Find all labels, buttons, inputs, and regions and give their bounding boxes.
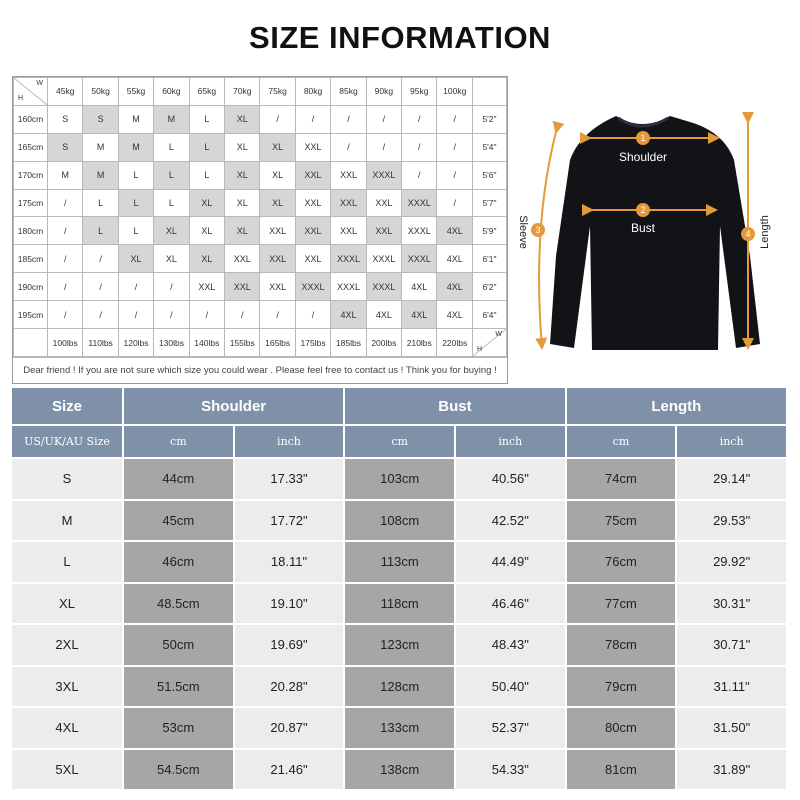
bust-inch-cell: 52.37" [456,708,565,748]
subheader-length-cm: cm [567,426,676,457]
bust-inch-cell: 40.56" [456,459,565,499]
size-recommendation-cell: XL [260,133,295,161]
size-recommendation-cell: / [83,301,118,329]
shoulder-inch-cell: 17.33" [235,459,344,499]
chart-note: Dear friend ! If you are not sure which size you could wear . Please feel free to contact us ! Think you for buying ! [13,357,507,383]
size-label-cell: M [12,501,122,541]
length-label: Length [759,215,771,249]
size-row [12,584,786,624]
bust-label: Bust [630,221,656,235]
length-cm-cell: 78cm [567,625,676,665]
weight-kg-header: 60kg [154,78,189,106]
size-recommendation-cell: / [437,133,473,161]
size-recommendation-cell: XL [118,245,153,273]
size-recommendation-cell: XXL [295,189,330,217]
bust-cm-cell: 128cm [345,667,454,707]
size-recommendation-cell: 4XL [437,217,473,245]
header-bust: Bust [345,388,564,424]
length-inch-cell: 29.53" [677,501,786,541]
weight-lbs-header: 175lbs [295,329,330,357]
subheader-length-inch: inch [677,426,786,457]
chart-height-row [14,245,507,273]
header-shoulder: Shoulder [124,388,343,424]
shoulder-inch-cell: 19.69" [235,625,344,665]
chart-height-row [14,105,507,133]
weight-lbs-header: 210lbs [402,329,437,357]
height-ft-label: 5'9" [473,217,507,245]
size-recommendation-cell: XL [260,161,295,189]
header-size: Size [12,388,122,424]
size-recommendation-cell: / [154,273,189,301]
shirt-diagram [512,76,788,384]
height-cm-label: 175cm [14,189,48,217]
size-recommendation-cell: / [437,105,473,133]
size-recommendation-cell: M [83,161,118,189]
size-recommendation-cell: 4XL [437,245,473,273]
size-recommendation-cell: XXXL [402,189,437,217]
size-recommendation-cell: / [366,105,401,133]
size-recommendation-cell: / [295,301,330,329]
shoulder-inch-cell: 20.28" [235,667,344,707]
size-recommendation-cell: / [366,133,401,161]
size-row [12,625,786,665]
weight-lbs-header: 100lbs [48,329,83,357]
subheader-bust-cm: cm [345,426,454,457]
chart-height-row [14,301,507,329]
chart-height-row [14,133,507,161]
size-recommendation-cell: M [83,133,118,161]
size-recommendation-cell: 4XL [437,301,473,329]
weight-kg-header: 65kg [189,78,224,106]
size-label-cell: L [12,542,122,582]
chart-corner-2 [473,329,507,357]
size-recommendation-cell: L [118,189,153,217]
size-recommendation-cell: / [402,161,437,189]
weight-kg-header: 55kg [118,78,153,106]
size-label-cell: S [12,459,122,499]
size-recommendation-cell: XXXL [331,245,366,273]
shoulder-cm-cell: 45cm [124,501,233,541]
shirt-diagram-svg [512,76,788,384]
size-recommendation-cell: / [437,189,473,217]
size-recommendation-cell: S [48,133,83,161]
size-recommendation-cell: / [48,189,83,217]
length-inch-cell: 29.92" [677,542,786,582]
bust-inch-cell: 46.46" [456,584,565,624]
size-recommendation-cell: / [83,273,118,301]
height-ft-label: 6'1" [473,245,507,273]
size-recommendation-cell: / [295,105,330,133]
sleeve-number: 3 [535,225,541,235]
size-recommendation-cell: L [118,161,153,189]
weight-kg-header: 70kg [225,78,260,106]
length-cm-cell: 80cm [567,708,676,748]
length-cm-cell: 79cm [567,667,676,707]
length-cm-cell: 75cm [567,501,676,541]
size-recommendation-cell: L [154,133,189,161]
size-recommendation-cell: L [118,217,153,245]
size-recommendation-cell: XL [189,189,224,217]
subheader-shoulder-cm: cm [124,426,233,457]
bust-inch-cell: 50.40" [456,667,565,707]
height-cm-label: 195cm [14,301,48,329]
lbs-blank-cell [14,329,48,357]
corner2-height-label: H [477,346,483,353]
weight-kg-header: 80kg [295,78,330,106]
height-cm-label: 165cm [14,133,48,161]
shoulder-inch-cell: 20.87" [235,708,344,748]
height-ft-label: 5'2" [473,105,507,133]
shoulder-inch-cell: 19.10" [235,584,344,624]
weight-kg-header: 85kg [331,78,366,106]
shoulder-cm-cell: 53cm [124,708,233,748]
height-cm-label: 170cm [14,161,48,189]
size-recommendation-cell: XL [154,245,189,273]
size-recommendation-cell: XXL [331,217,366,245]
size-recommendation-cell: XXXL [366,273,401,301]
length-cm-cell: 77cm [567,584,676,624]
weight-kg-header: 100kg [437,78,473,106]
size-label-cell: 5XL [12,750,122,790]
size-row [12,459,786,499]
size-recommendation-cell: M [154,105,189,133]
size-recommendation-cell: / [331,133,366,161]
size-recommendation-cell: 4XL [331,301,366,329]
shoulder-cm-cell: 48.5cm [124,584,233,624]
page-title: SIZE INFORMATION [249,20,551,55]
size-recommendation-cell: M [118,105,153,133]
shoulder-cm-cell: 54.5cm [124,750,233,790]
size-recommendation-cell: / [48,217,83,245]
size-recommendation-cell: XXXL [402,245,437,273]
weight-lbs-header: 185lbs [331,329,366,357]
size-recommendation-cell: 4XL [366,301,401,329]
corner2-weight-label: W [495,331,502,339]
size-recommendation-cell: / [118,301,153,329]
size-recommendation-cell: / [437,161,473,189]
corner-weight-label: W [36,80,43,87]
size-recommendation-cell: XL [225,217,260,245]
chart-corner [14,78,48,106]
size-recommendation-cell: S [83,105,118,133]
height-ft-label: 5'4" [473,133,507,161]
weight-lbs-header: 120lbs [118,329,153,357]
bust-cm-cell: 108cm [345,501,454,541]
length-inch-cell: 31.11" [677,667,786,707]
height-ft-label: 6'2" [473,273,507,301]
bust-inch-cell: 54.33" [456,750,565,790]
bust-cm-cell: 113cm [345,542,454,582]
size-recommendation-cell: XXL [260,273,295,301]
height-cm-label: 160cm [14,105,48,133]
size-recommendation-cell: S [48,105,83,133]
shoulder-inch-cell: 21.46" [235,750,344,790]
height-ft-label: 5'6" [473,161,507,189]
shoulder-inch-cell: 18.11" [235,542,344,582]
size-recommendation-cell: 4XL [402,273,437,301]
weight-kg-header: 50kg [83,78,118,106]
weight-kg-header: 75kg [260,78,295,106]
bust-inch-cell: 48.43" [456,625,565,665]
weight-lbs-header: 130lbs [154,329,189,357]
size-recommendation-cell: L [189,105,224,133]
size-recommendation-cell: M [118,133,153,161]
size-recommendation-cell: XL [225,189,260,217]
size-row [12,750,786,790]
height-cm-label: 180cm [14,217,48,245]
size-recommendation-cell: XXL [295,161,330,189]
size-recommendation-cell: / [402,105,437,133]
size-recommendation-cell: 4XL [437,273,473,301]
size-recommendation-cell: XXL [260,217,295,245]
weight-lbs-header: 110lbs [83,329,118,357]
weight-kg-header: 90kg [366,78,401,106]
size-row [12,708,786,748]
length-cm-cell: 76cm [567,542,676,582]
shoulder-cm-cell: 50cm [124,625,233,665]
size-recommendation-cell: / [402,133,437,161]
size-recommendation-cell: / [118,273,153,301]
size-recommendation-cell: XL [154,217,189,245]
bust-inch-cell: 42.52" [456,501,565,541]
subheader-size-system: US/UK/AU Size [12,426,122,457]
size-table-header-row [12,388,786,424]
size-recommendation-cell: / [331,105,366,133]
weight-kg-header: 95kg [402,78,437,106]
size-recommendation-cell: / [154,301,189,329]
chart-height-row [14,273,507,301]
size-recommendation-cell: / [189,301,224,329]
size-recommendation-cell: XXL [225,245,260,273]
size-recommendation-cell: XXL [260,245,295,273]
chart-weight-lbs-row [14,329,507,357]
weight-lbs-header: 165lbs [260,329,295,357]
size-recommendation-cell: XXXL [366,161,401,189]
size-recommendation-cell: XL [260,189,295,217]
weight-lbs-header: 200lbs [366,329,401,357]
length-cm-cell: 74cm [567,459,676,499]
bust-cm-cell: 123cm [345,625,454,665]
size-recommendation-cell: M [48,161,83,189]
length-inch-cell: 30.71" [677,625,786,665]
subheader-bust-inch: inch [456,426,565,457]
size-recommendation-cell: L [154,189,189,217]
height-ft-label: 5'7" [473,189,507,217]
chart-height-row [14,189,507,217]
weight-lbs-header: 140lbs [189,329,224,357]
size-recommendation-cell: XXL [295,217,330,245]
size-recommendation-cell: XXL [225,273,260,301]
height-ft-label: 6'4" [473,301,507,329]
shoulder-cm-cell: 51.5cm [124,667,233,707]
size-recommendation-cell: XXL [295,245,330,273]
height-cm-label: 185cm [14,245,48,273]
size-recommendation-cell: XL [225,133,260,161]
size-recommendation-cell: XXL [366,217,401,245]
size-recommendation-cell: XXXL [402,217,437,245]
size-recommendation-cell: / [48,245,83,273]
size-recommendation-cell: XXL [366,189,401,217]
size-recommendation-cell: XL [189,217,224,245]
bust-number: 2 [640,205,646,215]
chart-height-row [14,161,507,189]
size-recommendation-cell: XXL [331,161,366,189]
size-recommendation-cell: L [189,133,224,161]
bust-inch-cell: 44.49" [456,542,565,582]
chart-weight-kg-row [14,78,507,106]
size-recommendation-cell: 4XL [402,301,437,329]
size-recommendation-cell: XL [225,161,260,189]
size-recommendation-cell: XXL [331,189,366,217]
length-number: 4 [745,229,751,239]
size-recommendation-cell: / [260,105,295,133]
size-recommendation-cell: XL [225,105,260,133]
size-recommendation-cell: XXXL [331,273,366,301]
length-cm-cell: 81cm [567,750,676,790]
size-recommendation-cell: L [189,161,224,189]
subheader-shoulder-inch: inch [235,426,344,457]
length-inch-cell: 29.14" [677,459,786,499]
bust-cm-cell: 118cm [345,584,454,624]
size-label-cell: XL [12,584,122,624]
size-recommendation-cell: L [83,189,118,217]
size-recommendation-cell: L [154,161,189,189]
size-label-cell: 4XL [12,708,122,748]
weight-lbs-header: 220lbs [437,329,473,357]
shoulder-label: Shoulder [618,150,668,164]
size-recommendation-cell: / [48,273,83,301]
size-recommendation-cell: XXXL [295,273,330,301]
height-weight-table [13,77,507,357]
size-label-cell: 3XL [12,667,122,707]
shoulder-cm-cell: 44cm [124,459,233,499]
shoulder-inch-cell: 17.72" [235,501,344,541]
size-row [12,501,786,541]
size-recommendation-cell: L [83,217,118,245]
height-cm-label: 190cm [14,273,48,301]
size-row [12,667,786,707]
size-recommendation-cell: XL [189,245,224,273]
header-length: Length [567,388,786,424]
size-table-subheader-row [12,426,786,457]
size-recommendation-cell: XXL [295,133,330,161]
corner-height-label: H [18,94,24,102]
size-measurement-table [10,386,788,791]
length-inch-cell: 31.50" [677,708,786,748]
bust-cm-cell: 138cm [345,750,454,790]
length-inch-cell: 30.31" [677,584,786,624]
size-recommendation-cell: / [225,301,260,329]
weight-kg-header: 45kg [48,78,83,106]
size-recommendation-cell: / [260,301,295,329]
sleeve-label: Sleeve [517,215,529,249]
header-blank-cell [473,78,507,106]
size-recommendation-cell: / [83,245,118,273]
bust-cm-cell: 133cm [345,708,454,748]
height-weight-chart [12,76,508,384]
bust-cm-cell: 103cm [345,459,454,499]
chart-height-row [14,217,507,245]
size-recommendation-cell: XXXL [366,245,401,273]
length-inch-cell: 31.89" [677,750,786,790]
size-label-cell: 2XL [12,625,122,665]
size-row [12,542,786,582]
shoulder-number: 1 [640,133,646,143]
size-recommendation-cell: XXL [189,273,224,301]
size-recommendation-cell: / [48,301,83,329]
weight-lbs-header: 155lbs [225,329,260,357]
shoulder-cm-cell: 46cm [124,542,233,582]
